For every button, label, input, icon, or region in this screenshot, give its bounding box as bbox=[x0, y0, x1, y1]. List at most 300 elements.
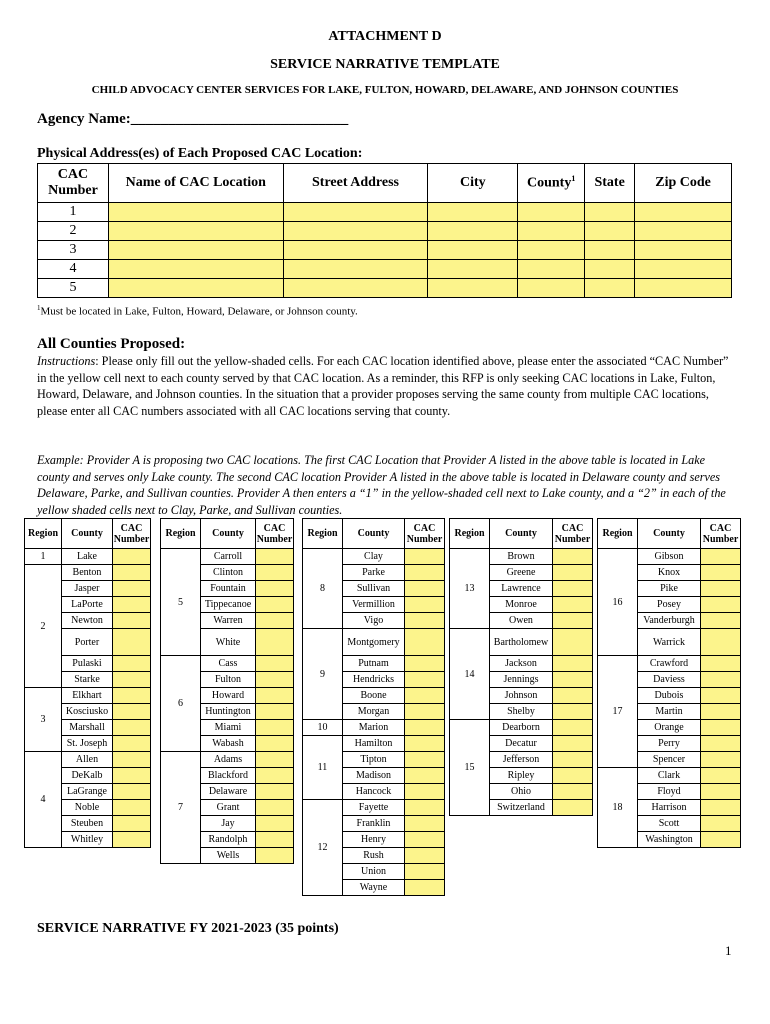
county-name: Orange bbox=[638, 720, 701, 736]
cac-number-header: CAC Number bbox=[405, 519, 445, 549]
county-name: Johnson bbox=[490, 688, 553, 704]
region-number: 18 bbox=[598, 768, 638, 848]
city-cell[interactable] bbox=[428, 260, 518, 279]
county-name: Miami bbox=[201, 720, 256, 736]
county-header: County bbox=[490, 519, 553, 549]
county-name: DeKalb bbox=[62, 768, 113, 784]
cac-number-input[interactable] bbox=[405, 720, 445, 736]
region-number: 8 bbox=[303, 549, 343, 629]
cac-number-input[interactable] bbox=[553, 672, 593, 688]
cac-number-input[interactable] bbox=[553, 549, 593, 565]
city-cell[interactable] bbox=[428, 203, 518, 222]
locations-heading: Physical Address(es) of Each Proposed CAC Location: bbox=[37, 146, 363, 161]
cac-number-header: CAC Number bbox=[256, 519, 294, 549]
instructions-paragraph: Instructions: Please only fill out the yellow-shaded cells. For each CAC location identified above, please enter the associated “CAC Number” in the yellow cell next to each county served by that CAC location. As a reminder, this RFP is only seeking CAC locations in Lake, Fulton, Howard, Delaware, and Johnson counties. In the situation that a provider proposes serving the same county from multiple CAC locations, please enter all CAC numbers associated with all CAC locations serving that county. bbox=[37, 354, 729, 418]
county-name: Fayette bbox=[343, 800, 405, 816]
region-number: 11 bbox=[303, 736, 343, 800]
county-name: Fulton bbox=[201, 672, 256, 688]
county-name: Posey bbox=[638, 597, 701, 613]
county-name: Starke bbox=[62, 672, 113, 688]
cac-number-input[interactable] bbox=[113, 565, 151, 581]
cac-number-input[interactable] bbox=[405, 832, 445, 848]
county-name: Scott bbox=[638, 816, 701, 832]
cac-locations-table bbox=[37, 163, 732, 298]
cac-number-input[interactable] bbox=[113, 629, 151, 656]
county-name: Clark bbox=[638, 768, 701, 784]
cac-number-header: CAC Number bbox=[701, 519, 741, 549]
street-address-cell[interactable] bbox=[283, 260, 428, 279]
city-cell[interactable] bbox=[428, 222, 518, 241]
region-number: 17 bbox=[598, 656, 638, 768]
cac-number-input[interactable] bbox=[701, 672, 741, 688]
cac-number-input[interactable] bbox=[113, 704, 151, 720]
state-cell[interactable] bbox=[585, 203, 635, 222]
county-row bbox=[303, 736, 445, 752]
county-cell[interactable] bbox=[518, 203, 585, 222]
region-table bbox=[597, 518, 741, 848]
county-name: Blackford bbox=[201, 768, 256, 784]
county-name: Spencer bbox=[638, 752, 701, 768]
cac-number-input[interactable] bbox=[405, 629, 445, 656]
region-number: 9 bbox=[303, 629, 343, 720]
cac-number-input[interactable] bbox=[113, 549, 151, 565]
cac-number-input[interactable] bbox=[256, 581, 294, 597]
county-name: Putnam bbox=[343, 656, 405, 672]
cac-number-input[interactable] bbox=[405, 848, 445, 864]
county-name: Union bbox=[343, 864, 405, 880]
cac-number-input[interactable] bbox=[256, 768, 294, 784]
region-table-header bbox=[161, 519, 294, 549]
cac-number-input[interactable] bbox=[405, 752, 445, 768]
cac-number-input[interactable] bbox=[701, 704, 741, 720]
cac-number-input[interactable] bbox=[553, 565, 593, 581]
cac-number-input[interactable] bbox=[553, 752, 593, 768]
cac-number-input[interactable] bbox=[701, 688, 741, 704]
county-name: Montgomery bbox=[343, 629, 405, 656]
city-cell[interactable] bbox=[428, 241, 518, 260]
cac-number-input[interactable] bbox=[256, 704, 294, 720]
cac-location-row bbox=[38, 222, 732, 241]
cac-number-input[interactable] bbox=[405, 565, 445, 581]
county-row bbox=[25, 549, 151, 565]
cac-location-row bbox=[38, 241, 732, 260]
cac-number-input[interactable] bbox=[701, 549, 741, 565]
county-name: Carroll bbox=[201, 549, 256, 565]
cac-number-input[interactable] bbox=[553, 629, 593, 656]
county-name: Ohio bbox=[490, 784, 553, 800]
cac-number-input[interactable] bbox=[113, 688, 151, 704]
cac-number-input[interactable] bbox=[701, 752, 741, 768]
county-name: Noble bbox=[62, 800, 113, 816]
cac-number-input[interactable] bbox=[553, 688, 593, 704]
cac-number-input[interactable] bbox=[113, 656, 151, 672]
county-name: Lake bbox=[62, 549, 113, 565]
state-cell[interactable] bbox=[585, 260, 635, 279]
county-name: Boone bbox=[343, 688, 405, 704]
county-name: Knox bbox=[638, 565, 701, 581]
county-name: Gibson bbox=[638, 549, 701, 565]
region-number: 14 bbox=[450, 629, 490, 720]
county-name: Wayne bbox=[343, 880, 405, 896]
county-name: Greene bbox=[490, 565, 553, 581]
location-name-cell[interactable] bbox=[108, 241, 283, 260]
region-table-header bbox=[598, 519, 741, 549]
cac-number-input[interactable] bbox=[405, 613, 445, 629]
col-location-name: Name of CAC Location bbox=[108, 164, 283, 203]
county-name: Newton bbox=[62, 613, 113, 629]
cac-number-input[interactable] bbox=[256, 720, 294, 736]
example-paragraph: Example: Provider A is proposing two CAC locations. The first CAC Location that Provider A listed in the above table is located in Lake county and serves only Lake county. The second CAC location Provider A listed in the above table is located in Delaware county and serves Delaware, Parke, and Sullivan counties. Provider A then enters a “1” in the yellow-shaded cell next to Lake county, and a “2” in each of the yellow shaded cells next to Clay, Parke, and Sullivan counties. bbox=[37, 453, 726, 517]
street-address-cell[interactable] bbox=[283, 203, 428, 222]
page-number: 1 bbox=[725, 943, 732, 958]
county-header: County bbox=[638, 519, 701, 549]
cac-number-input[interactable] bbox=[256, 784, 294, 800]
county-name: Clinton bbox=[201, 565, 256, 581]
county-name: Warren bbox=[201, 613, 256, 629]
cac-number-input[interactable] bbox=[553, 656, 593, 672]
cac-number-input[interactable] bbox=[553, 613, 593, 629]
county-name: Washington bbox=[638, 832, 701, 848]
county-name: Howard bbox=[201, 688, 256, 704]
cac-number-input[interactable] bbox=[553, 784, 593, 800]
county-name: Morgan bbox=[343, 704, 405, 720]
location-name-cell[interactable] bbox=[108, 222, 283, 241]
county-name: Perry bbox=[638, 736, 701, 752]
footnote: $^1$Must be located in Lake, Fulton, Howard, Delaware, or Johnson county. bbox=[37, 304, 358, 318]
region-table bbox=[302, 518, 445, 896]
county-header: County bbox=[201, 519, 256, 549]
cac-number-input[interactable] bbox=[256, 800, 294, 816]
county-name: Martin bbox=[638, 704, 701, 720]
county-name: Jefferson bbox=[490, 752, 553, 768]
city-cell[interactable] bbox=[428, 279, 518, 298]
cac-number-input[interactable] bbox=[256, 656, 294, 672]
zip-code-cell[interactable] bbox=[635, 203, 732, 222]
col-state: State bbox=[585, 164, 635, 203]
cac-number-input[interactable] bbox=[113, 672, 151, 688]
county-row bbox=[25, 752, 151, 768]
county-name: St. Joseph bbox=[62, 736, 113, 752]
cac-location-row bbox=[38, 203, 732, 222]
county-name: Pike bbox=[638, 581, 701, 597]
cac-number-input[interactable] bbox=[701, 629, 741, 656]
county-name: Tippecanoe bbox=[201, 597, 256, 613]
cac-number-input[interactable] bbox=[405, 597, 445, 613]
cac-location-row bbox=[38, 279, 732, 298]
county-name: Jennings bbox=[490, 672, 553, 688]
col-street-address: Street Address bbox=[283, 164, 428, 203]
county-name: Elkhart bbox=[62, 688, 113, 704]
county-name: Daviess bbox=[638, 672, 701, 688]
cac-number-input[interactable] bbox=[553, 800, 593, 816]
cac-number-input[interactable] bbox=[405, 704, 445, 720]
county-name: Henry bbox=[343, 832, 405, 848]
region-number: 3 bbox=[25, 688, 62, 752]
county-name: Benton bbox=[62, 565, 113, 581]
document-subtitle-services: CHILD ADVOCACY CENTER SERVICES FOR LAKE, FULTON, HOWARD, DELAWARE, AND JOHNSON COUNTIES bbox=[91, 84, 679, 96]
county-name: Tipton bbox=[343, 752, 405, 768]
region-number: 13 bbox=[450, 549, 490, 629]
county-cell[interactable] bbox=[518, 241, 585, 260]
county-name: Decatur bbox=[490, 736, 553, 752]
document-title: ATTACHMENT D bbox=[328, 29, 442, 44]
county-row bbox=[598, 768, 741, 784]
agency-name-field[interactable] bbox=[37, 111, 348, 128]
county-name: Vermillion bbox=[343, 597, 405, 613]
cac-number-input[interactable] bbox=[256, 816, 294, 832]
county-name: Pulaski bbox=[62, 656, 113, 672]
cac-number-input[interactable] bbox=[701, 613, 741, 629]
county-name: LaGrange bbox=[62, 784, 113, 800]
street-address-cell[interactable] bbox=[283, 222, 428, 241]
all-counties-heading: All Counties Proposed: bbox=[37, 336, 186, 352]
county-name: Owen bbox=[490, 613, 553, 629]
county-name: Shelby bbox=[490, 704, 553, 720]
agency-name-label: Agency Name: bbox=[37, 111, 131, 127]
cac-number-input[interactable] bbox=[701, 597, 741, 613]
county-name: Madison bbox=[343, 768, 405, 784]
county-name: Dearborn bbox=[490, 720, 553, 736]
cac-number-input[interactable] bbox=[113, 816, 151, 832]
county-header: County bbox=[62, 519, 113, 549]
cac-number-input[interactable] bbox=[113, 736, 151, 752]
county-name: Switzerland bbox=[490, 800, 553, 816]
county-name: Huntington bbox=[201, 704, 256, 720]
zip-code-cell[interactable] bbox=[635, 260, 732, 279]
cac-number-input[interactable] bbox=[256, 613, 294, 629]
region-number: 12 bbox=[303, 800, 343, 896]
cac-table-header-row bbox=[38, 164, 732, 203]
region-number: 7 bbox=[161, 752, 201, 864]
region-number: 15 bbox=[450, 720, 490, 816]
county-name: Harrison bbox=[638, 800, 701, 816]
zip-code-cell[interactable] bbox=[635, 279, 732, 298]
region-header: Region bbox=[450, 519, 490, 549]
cac-number-input[interactable] bbox=[405, 784, 445, 800]
region-header: Region bbox=[161, 519, 201, 549]
location-name-cell[interactable] bbox=[108, 279, 283, 298]
cac-number-input[interactable] bbox=[553, 581, 593, 597]
region-number: 10 bbox=[303, 720, 343, 736]
county-name: Warrick bbox=[638, 629, 701, 656]
cac-number-input[interactable] bbox=[405, 581, 445, 597]
county-row bbox=[25, 565, 151, 581]
zip-code-cell[interactable] bbox=[635, 222, 732, 241]
county-name: Cass bbox=[201, 656, 256, 672]
cac-number-header: CAC Number bbox=[113, 519, 151, 549]
cac-number-input[interactable] bbox=[113, 832, 151, 848]
cac-number-input[interactable] bbox=[113, 800, 151, 816]
county-row bbox=[598, 656, 741, 672]
cac-number-input[interactable] bbox=[405, 549, 445, 565]
cac-number-input[interactable] bbox=[553, 597, 593, 613]
cac-number-input[interactable] bbox=[256, 752, 294, 768]
cac-number-input[interactable] bbox=[113, 768, 151, 784]
region-table-header bbox=[303, 519, 445, 549]
county-row bbox=[450, 549, 593, 565]
cac-number-input[interactable] bbox=[113, 784, 151, 800]
cac-number-header: CAC Number bbox=[553, 519, 593, 549]
agency-name-line: _____________________________ bbox=[130, 111, 349, 127]
col-county: County$^1$ bbox=[518, 164, 585, 203]
county-name: Fountain bbox=[201, 581, 256, 597]
region-table bbox=[160, 518, 294, 864]
county-name: Vigo bbox=[343, 613, 405, 629]
cac-number-input[interactable] bbox=[256, 688, 294, 704]
county-name: Wabash bbox=[201, 736, 256, 752]
cac-number-input[interactable] bbox=[405, 768, 445, 784]
cac-row-number: 4 bbox=[38, 260, 109, 279]
county-name: Ripley bbox=[490, 768, 553, 784]
county-row bbox=[598, 549, 741, 565]
county-name: Floyd bbox=[638, 784, 701, 800]
county-name: Kosciusko bbox=[62, 704, 113, 720]
region-header: Region bbox=[598, 519, 638, 549]
region-number: 16 bbox=[598, 549, 638, 656]
col-cac-number: CAC Number bbox=[38, 164, 109, 203]
county-row bbox=[303, 629, 445, 656]
county-name: Randolph bbox=[201, 832, 256, 848]
county-name: Rush bbox=[343, 848, 405, 864]
region-table-header bbox=[25, 519, 151, 549]
county-name: Marion bbox=[343, 720, 405, 736]
cac-number-input[interactable] bbox=[701, 736, 741, 752]
county-row bbox=[161, 752, 294, 768]
cac-number-input[interactable] bbox=[256, 848, 294, 864]
state-cell[interactable] bbox=[585, 279, 635, 298]
document-subtitle: SERVICE NARRATIVE TEMPLATE bbox=[270, 57, 500, 72]
county-row bbox=[303, 549, 445, 565]
county-name: Hamilton bbox=[343, 736, 405, 752]
cac-number-input[interactable] bbox=[405, 800, 445, 816]
county-name: Vanderburgh bbox=[638, 613, 701, 629]
cac-number-input[interactable] bbox=[405, 816, 445, 832]
cac-number-input[interactable] bbox=[113, 597, 151, 613]
cac-number-input[interactable] bbox=[113, 581, 151, 597]
county-name: Sullivan bbox=[343, 581, 405, 597]
street-address-cell[interactable] bbox=[283, 241, 428, 260]
street-address-cell[interactable] bbox=[283, 279, 428, 298]
county-cell[interactable] bbox=[518, 260, 585, 279]
county-row bbox=[25, 688, 151, 704]
county-cell[interactable] bbox=[518, 222, 585, 241]
col-city: City bbox=[428, 164, 518, 203]
col-zip-code: Zip Code bbox=[635, 164, 732, 203]
cac-number-input[interactable] bbox=[701, 656, 741, 672]
location-name-cell[interactable] bbox=[108, 260, 283, 279]
cac-number-input[interactable] bbox=[701, 768, 741, 784]
county-name: Steuben bbox=[62, 816, 113, 832]
cac-row-number: 5 bbox=[38, 279, 109, 298]
service-narrative-heading: SERVICE NARRATIVE FY 2021-2023 (35 points) bbox=[37, 921, 339, 936]
cac-number-input[interactable] bbox=[701, 800, 741, 816]
cac-number-input[interactable] bbox=[256, 597, 294, 613]
county-row bbox=[303, 800, 445, 816]
cac-number-input[interactable] bbox=[405, 864, 445, 880]
county-name: White bbox=[201, 629, 256, 656]
region-number: 2 bbox=[25, 565, 62, 688]
county-name: Dubois bbox=[638, 688, 701, 704]
cac-number-input[interactable] bbox=[405, 672, 445, 688]
cac-number-input[interactable] bbox=[701, 581, 741, 597]
cac-number-input[interactable] bbox=[701, 816, 741, 832]
cac-number-input[interactable] bbox=[256, 672, 294, 688]
cac-number-input[interactable] bbox=[256, 565, 294, 581]
county-name: LaPorte bbox=[62, 597, 113, 613]
cac-number-input[interactable] bbox=[553, 704, 593, 720]
region-header: Region bbox=[303, 519, 343, 549]
county-row bbox=[161, 656, 294, 672]
county-name: Bartholomew bbox=[490, 629, 553, 656]
region-table-header bbox=[450, 519, 593, 549]
cac-number-input[interactable] bbox=[256, 629, 294, 656]
cac-number-input[interactable] bbox=[405, 656, 445, 672]
cac-number-input[interactable] bbox=[256, 549, 294, 565]
cac-location-row bbox=[38, 260, 732, 279]
cac-number-input[interactable] bbox=[553, 768, 593, 784]
region-table bbox=[449, 518, 593, 816]
cac-number-input[interactable] bbox=[701, 720, 741, 736]
county-row bbox=[450, 629, 593, 656]
county-name: Jasper bbox=[62, 581, 113, 597]
county-row bbox=[450, 720, 593, 736]
region-header: Region bbox=[25, 519, 62, 549]
cac-number-input[interactable] bbox=[701, 784, 741, 800]
county-name: Porter bbox=[62, 629, 113, 656]
cac-row-number: 1 bbox=[38, 203, 109, 222]
county-name: Grant bbox=[201, 800, 256, 816]
cac-number-input[interactable] bbox=[701, 565, 741, 581]
state-cell[interactable] bbox=[585, 222, 635, 241]
county-name: Hancock bbox=[343, 784, 405, 800]
cac-number-input[interactable] bbox=[256, 736, 294, 752]
county-name: Parke bbox=[343, 565, 405, 581]
county-name: Marshall bbox=[62, 720, 113, 736]
county-name: Crawford bbox=[638, 656, 701, 672]
location-name-cell[interactable] bbox=[108, 203, 283, 222]
region-table bbox=[24, 518, 151, 848]
county-name: Allen bbox=[62, 752, 113, 768]
cac-number-input[interactable] bbox=[256, 832, 294, 848]
cac-number-input[interactable] bbox=[405, 688, 445, 704]
zip-code-cell[interactable] bbox=[635, 241, 732, 260]
cac-number-input[interactable] bbox=[701, 832, 741, 848]
cac-number-input[interactable] bbox=[113, 752, 151, 768]
region-number: 1 bbox=[25, 549, 62, 565]
cac-number-input[interactable] bbox=[113, 720, 151, 736]
county-name: Delaware bbox=[201, 784, 256, 800]
county-cell[interactable] bbox=[518, 279, 585, 298]
cac-number-input[interactable] bbox=[553, 720, 593, 736]
cac-number-input[interactable] bbox=[553, 736, 593, 752]
county-name: Hendricks bbox=[343, 672, 405, 688]
region-number: 4 bbox=[25, 752, 62, 848]
county-name: Adams bbox=[201, 752, 256, 768]
county-name: Jackson bbox=[490, 656, 553, 672]
county-name: Lawrence bbox=[490, 581, 553, 597]
region-number: 6 bbox=[161, 656, 201, 752]
cac-number-input[interactable] bbox=[113, 613, 151, 629]
county-name: Whitley bbox=[62, 832, 113, 848]
county-name: Brown bbox=[490, 549, 553, 565]
cac-row-number: 3 bbox=[38, 241, 109, 260]
state-cell[interactable] bbox=[585, 241, 635, 260]
cac-number-input[interactable] bbox=[405, 736, 445, 752]
county-header: County bbox=[343, 519, 405, 549]
cac-row-number: 2 bbox=[38, 222, 109, 241]
county-name: Franklin bbox=[343, 816, 405, 832]
cac-number-input[interactable] bbox=[405, 880, 445, 896]
